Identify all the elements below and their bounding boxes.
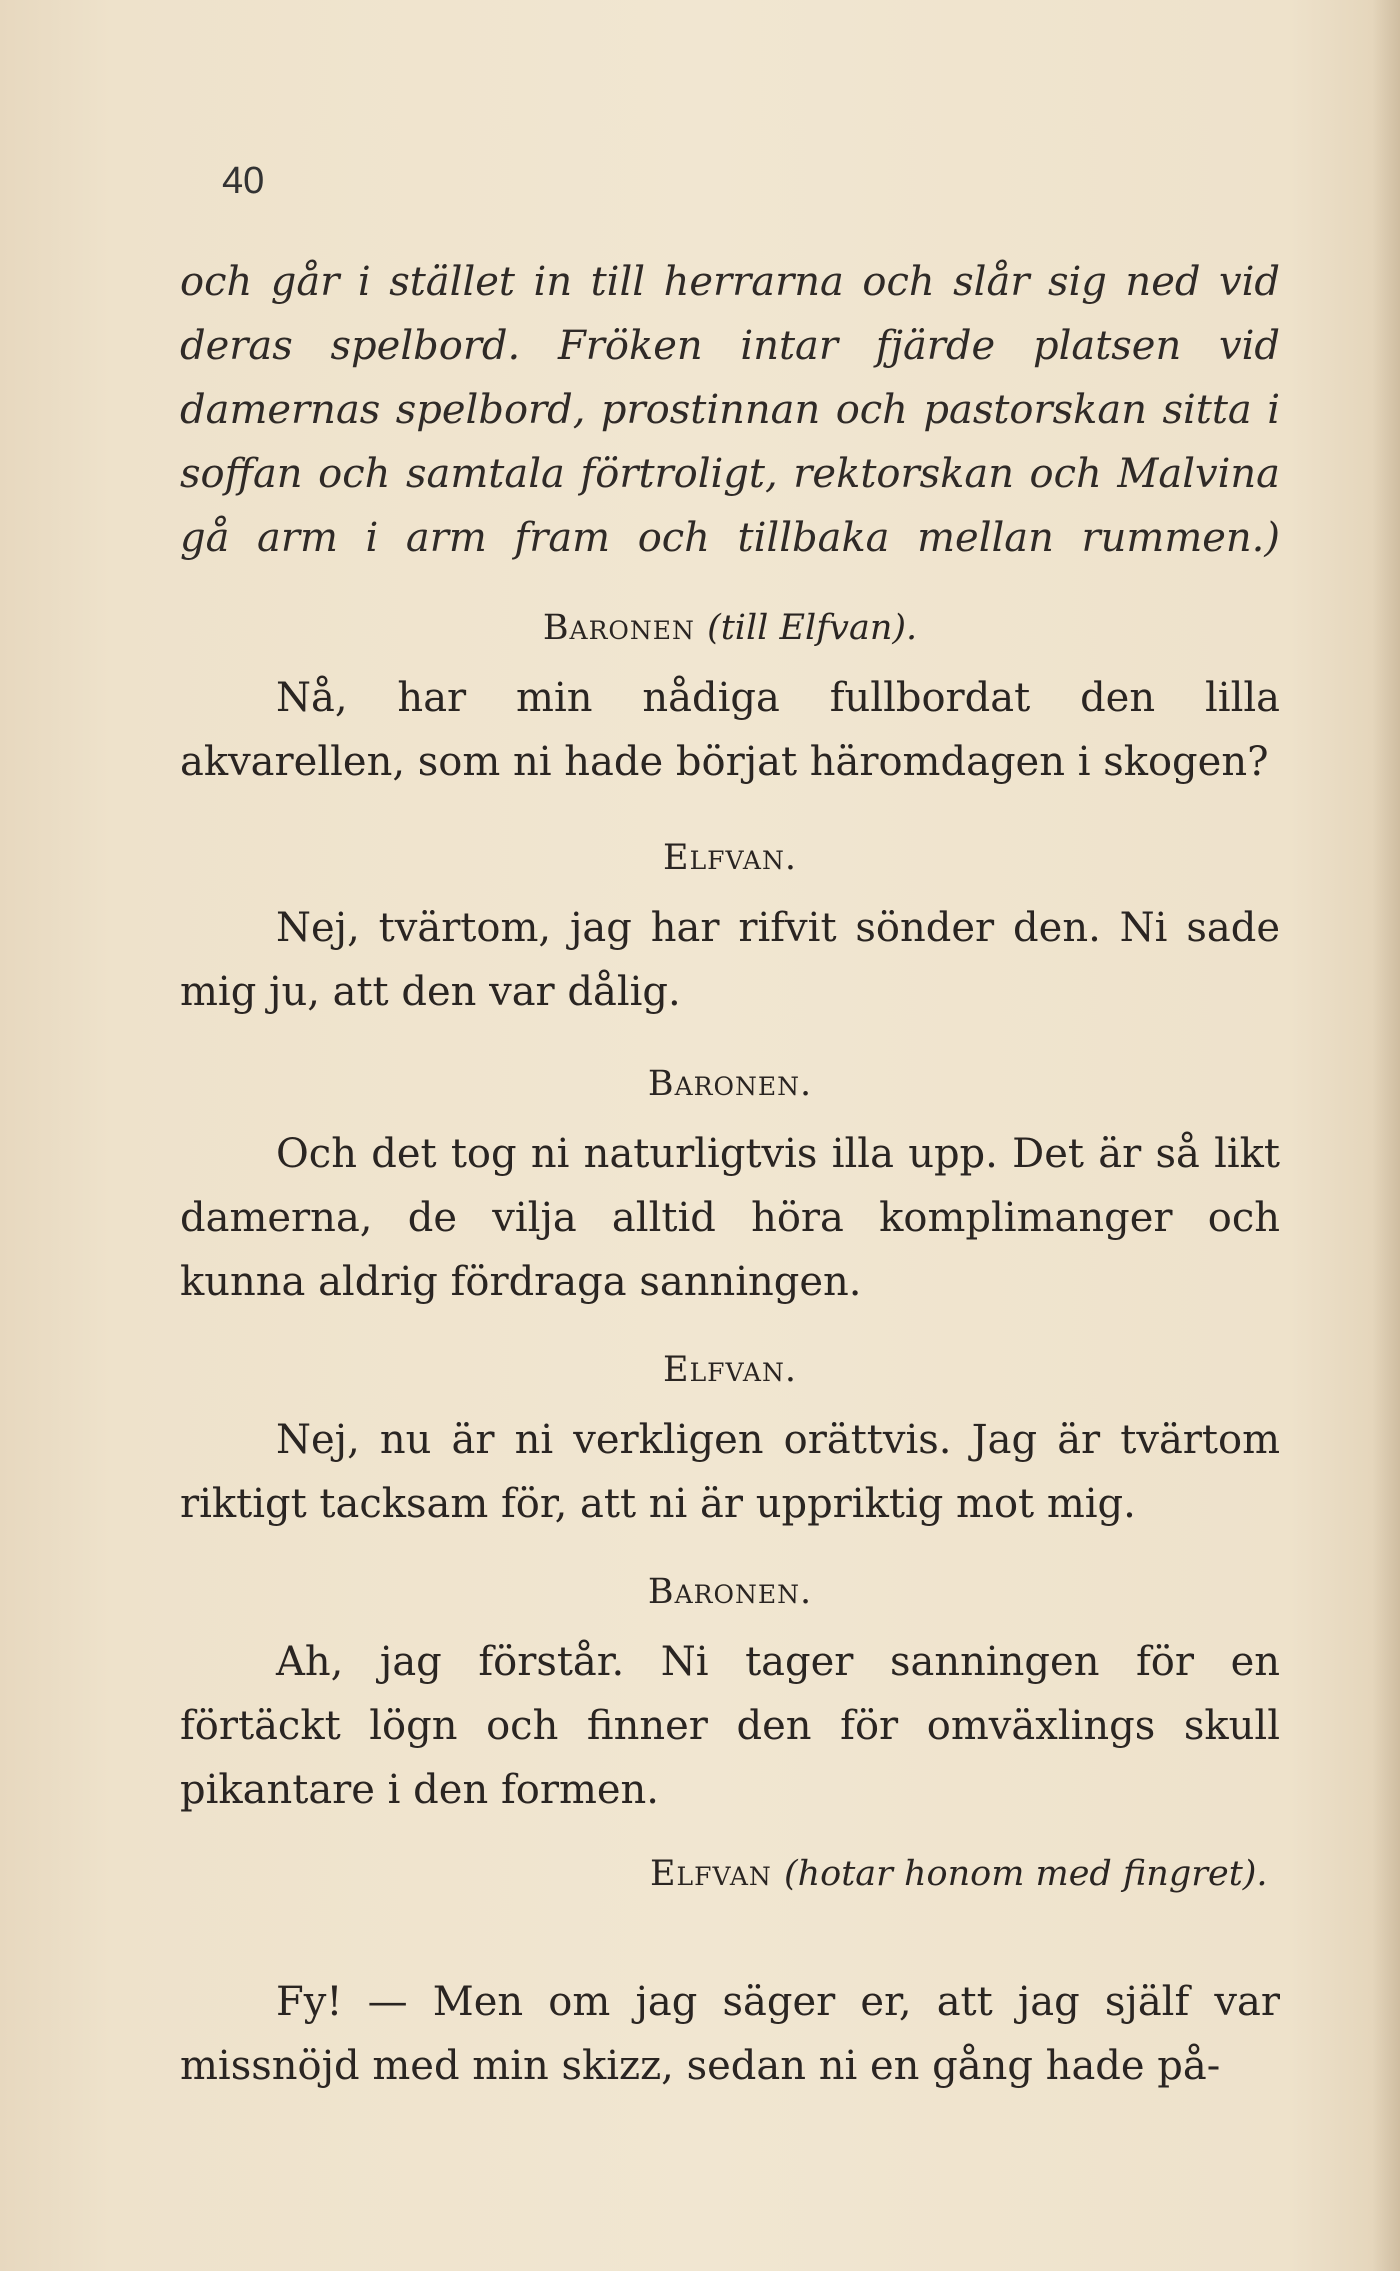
stage-direction-inline: (hotar honom med fingret). bbox=[783, 1854, 1268, 1894]
speaker-name: Baronen bbox=[542, 608, 695, 648]
speech-paragraph: Och det tog ni naturligtvis illa upp. Det är så likt damerna, de vilja alltid höra komplimanger och kunna aldrig fördraga sanningen. bbox=[180, 1131, 1280, 1305]
stage-direction: och går i stället in till herrarna och slår sig ned vid deras spelbord. Fröken intar fjärde platsen vid damernas spelbord, prostinnan och pastorskan sitta i soffan och samtala förtroligt, rektorskan och Malvina gå arm i arm fram och tillbaka mellan rummen.) bbox=[180, 259, 1280, 561]
speech-paragraph: Nej, tvärtom, jag har rifvit sönder den. Ni sade mig ju, att den var dålig. bbox=[180, 905, 1280, 1015]
stage-direction-inline: (till Elfvan). bbox=[707, 608, 918, 648]
speech-paragraph: Nå, har min nådiga fullbordat den lilla akvarellen, som ni hade börjat häromdagen i skogen? bbox=[180, 675, 1280, 785]
speaker-name: Elfvan. bbox=[663, 1350, 797, 1390]
speaker-heading bbox=[180, 602, 1280, 654]
speaker-heading bbox=[180, 832, 1280, 884]
speaker-name: Baronen. bbox=[647, 1572, 813, 1612]
speech-paragraph: Ah, jag förstår. Ni tager sanningen för en förtäckt lögn och finner den för omväxlings skull pikantare i den formen. bbox=[180, 1639, 1280, 1813]
speaker-heading bbox=[180, 1058, 1280, 1110]
speaker-heading bbox=[650, 1842, 1290, 1906]
speaker-name: Baronen. bbox=[647, 1064, 813, 1104]
speech-paragraph: Nej, nu är ni verkligen orättvis. Jag är tvärtom riktigt tacksam för, att ni är uppriktig mot mig. bbox=[180, 1417, 1280, 1527]
speaker-heading bbox=[180, 1344, 1280, 1396]
speaker-name: Elfvan. bbox=[663, 838, 797, 878]
page-edge-shadow bbox=[1372, 0, 1400, 2271]
page-number: 40 bbox=[222, 160, 265, 202]
speaker-name: Elfvan bbox=[650, 1854, 772, 1894]
speaker-heading bbox=[180, 1566, 1280, 1618]
speech-paragraph: Fy! — Men om jag säger er, att jag själf var missnöjd med min skizz, sedan ni en gång hade på- bbox=[180, 1979, 1280, 2089]
